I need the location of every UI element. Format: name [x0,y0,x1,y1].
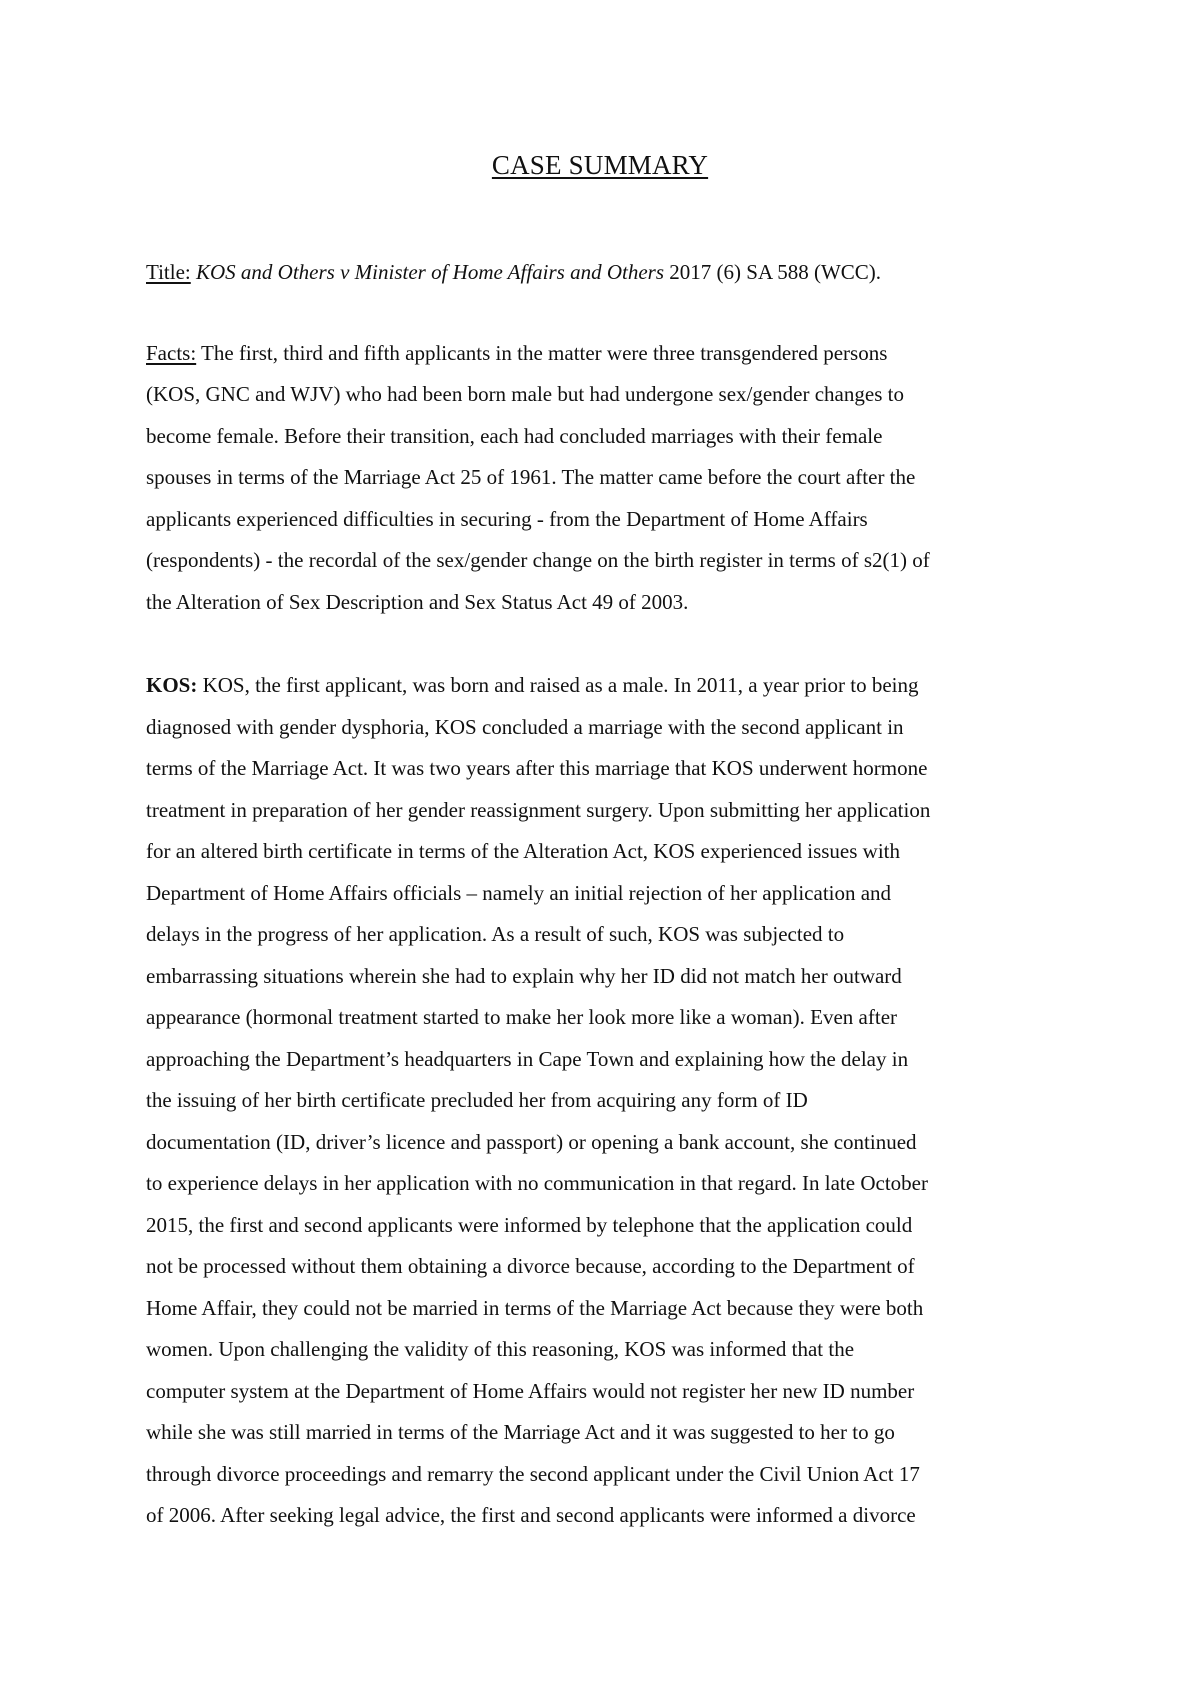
kos-line-6: Department of Home Affairs officials – namely an initial rejection of her application and [146,881,892,905]
kos-line-8: embarrassing situations wherein she had to explain why her ID did not match her outward [146,964,902,988]
kos-line-15: not be processed without them obtaining a divorce because, according to the Department of [146,1254,915,1278]
kos-line-17: women. Upon challenging the validity of this reasoning, KOS was informed that the [146,1337,855,1361]
kos-line-2: diagnosed with gender dysphoria, KOS concluded a marriage with the second applicant in [146,715,904,739]
kos-label: KOS: [146,673,198,697]
kos-line-16: Home Affair, they could not be married in terms of the Marriage Act because they were both [146,1296,924,1320]
kos-line-18: computer system at the Department of Home Affairs would not register her new ID number [146,1379,915,1403]
kos-line-4: treatment in preparation of her gender reassignment surgery. Upon submitting her application [146,798,931,822]
kos-line-21: of 2006. After seeking legal advice, the first and second applicants were informed a divorce [146,1503,916,1527]
kos-line-9: appearance (hormonal treatment started to make her look more like a woman). Even after [146,1005,898,1029]
kos-line-1: KOS: KOS, the first applicant, was born and raised as a male. In 2011, a year prior to being [146,673,919,697]
kos-line-7: delays in the progress of her application. As a result of such, KOS was subjected to [146,922,845,946]
kos-line-19: while she was still married in terms of the Marriage Act and it was suggested to her to go [146,1420,895,1444]
title-line [146,258,881,286]
facts-line-5: applicants experienced difficulties in securing - from the Department of Home Affairs [146,507,868,531]
title-label: Title: [146,260,191,284]
facts-line-1: Facts: The first, third and fifth applicants in the matter were three transgendered persons [146,341,888,365]
kos-line-10: approaching the Department’s headquarters in Cape Town and explaining how the delay in [146,1047,909,1071]
facts-line-3: become female. Before their transition, each had concluded marriages with their female [146,424,883,448]
title-citation: 2017 (6) SA 588 (WCC). [664,260,882,284]
kos-line-13: to experience delays in her application with no communication in that regard. In late October [146,1171,928,1195]
facts-line-2: (KOS, GNC and WJV) who had been born male but had undergone sex/gender changes to [146,382,904,406]
kos-line-20: through divorce proceedings and remarry the second applicant under the Civil Union Act 17 [146,1462,920,1486]
title-case-name: KOS and Others v Minister of Home Affairs and Others [196,260,665,284]
kos-line-12: documentation (ID, driver’s licence and passport) or opening a bank account, she continued [146,1130,917,1154]
document-heading: CASE SUMMARY [491,150,709,180]
facts-line-4: spouses in terms of the Marriage Act 25 of 1961. The matter came before the court after the [146,465,916,489]
facts-label: Facts: [146,341,197,365]
kos-line-14: 2015, the first and second applicants were informed by telephone that the application could [146,1213,913,1237]
kos-line-3: terms of the Marriage Act. It was two years after this marriage that KOS underwent hormone [146,756,928,780]
facts-line-7: the Alteration of Sex Description and Sex Status Act 49 of 2003. [146,590,689,614]
kos-line-5: for an altered birth certificate in terms of the Alteration Act, KOS experienced issues with [146,839,901,863]
facts-line-6: (respondents) - the recordal of the sex/gender change on the birth register in terms of s2(1) of [146,548,930,572]
kos-line-11: the issuing of her birth certificate precluded her from acquiring any form of ID [146,1088,808,1112]
